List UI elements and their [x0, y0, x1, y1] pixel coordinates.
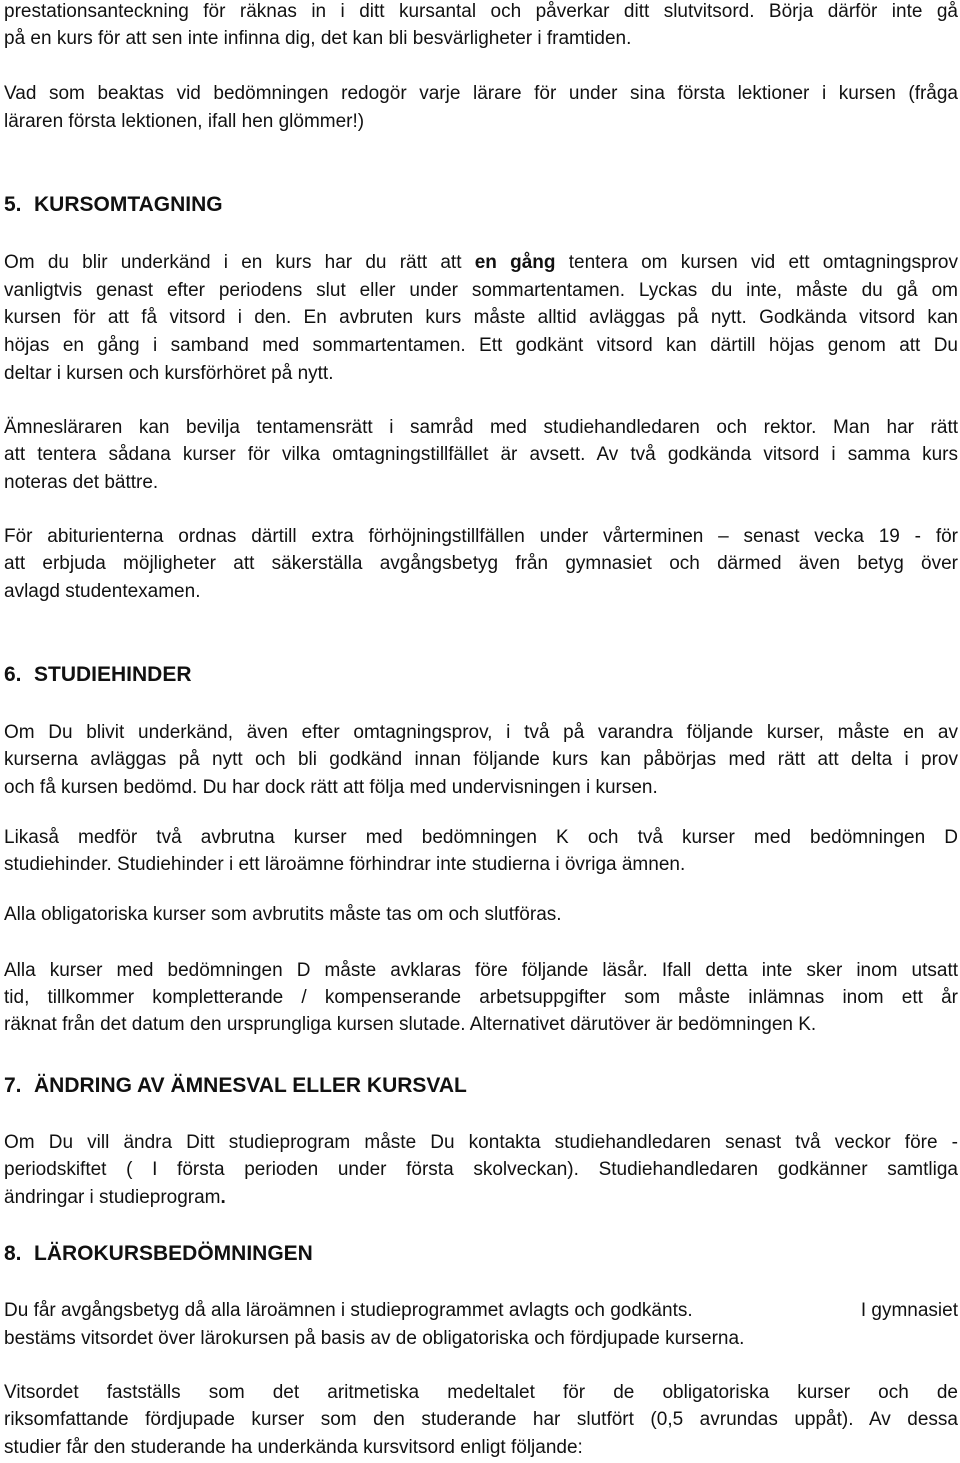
s8-p1-line-1: Du får avgångsbetyg då alla läroämnen i studieprogrammet avlagts och godkänts. I gymnasiet: [4, 1300, 958, 1321]
s5-p2-line-2: att tentera sådana kurser för vilka omtagningstillfället är avsett. Av två godkända vitsord i samma kurs: [4, 444, 958, 465]
s7-p1-line-2: periodskiftet ( I första perioden under första skolveckan). Studiehandledaren godkänner samtliga: [4, 1159, 958, 1180]
s5-p2-line-3: noteras det bättre.: [4, 472, 159, 493]
s8-p2-line-2: riksomfattande fördjupade kurser som den studerande har slutfört (0,5 avrundas uppåt). Av dessa: [4, 1409, 958, 1430]
section-5-title: KURSOMTAGNING: [34, 193, 223, 216]
section-7-title: ÄNDRING AV ÄMNESVAL ELLER KURSVAL: [34, 1074, 467, 1097]
s5-p3-line-1: För abiturienterna ordnas därtill extra förhöjningstillfällen under vårterminen – senast vecka 19 - för: [4, 526, 958, 547]
s6-p2-line-2: studiehinder. Studiehinder i ett läroämne förhindrar inte studierna i övriga ämnen.: [4, 854, 686, 875]
s6-p4-line-1: Alla kurser med bedömningen D måste avklaras före följande läsår. Ifall detta inte sker inom utsatt: [4, 960, 958, 981]
s5-p3-line-3: avlagd studentexamen.: [4, 581, 201, 602]
s5-p1-line-3: kursen för att få vitsord i den. En avbruten kurs måste alltid avläggas på nytt. Godkända vitsord kan: [4, 307, 958, 328]
s6-p4-line-3: räknat från det datum den ursprungliga kursen slutade. Alternativet därutöver är bedömningen K.: [4, 1014, 817, 1035]
s5-p2-line-1: Ämnesläraren kan bevilja tentamensrätt i samråd med studiehandledaren och rektor. Man har rätt: [4, 417, 958, 438]
s8-p2-line-3: studier får den studerande ha underkända kursvitsord enligt följande:: [4, 1437, 583, 1458]
s5-p3-line-2: att erbjuda möjligheter att säkerställa avgångsbetyg från gymnasiet och därmed även betyg över: [4, 553, 958, 574]
intro-line-3: Vad som beaktas vid bedömningen redogör varje lärare för under sina första lektioner i kursen (fråga: [4, 83, 958, 104]
section-5-number: 5.: [4, 193, 22, 216]
s6-p4-line-2: tid, tillkommer kompletterande / kompenserande arbetsuppgifter som måste inlämnas inom ett år: [4, 987, 958, 1008]
s7-p1-line-1: Om Du vill ändra Ditt studieprogram måste Du kontakta studiehandledaren senast två veckor före -: [4, 1132, 958, 1153]
s5-p1-line-4: höjas en gång i samband med sommartentamen. Ett godkänt vitsord kan därtill höjas genom att Du: [4, 335, 958, 356]
section-8-title: LÄROKURSBEDÖMNINGEN: [34, 1242, 313, 1265]
section-7-heading: [4, 1073, 467, 1099]
intro-line-2: på en kurs för att sen inte infinna dig, det kan bli besvärligheter i framtiden.: [4, 28, 632, 49]
s6-p3-line-1: Alla obligatoriska kurser som avbrutits måste tas om och slutföras.: [4, 904, 562, 925]
intro-line-1: prestationsanteckning för räknas in i ditt kursantal och påverkar ditt slutvitsord. Börja därför inte gå: [4, 1, 958, 22]
s5-p1-line-5: deltar i kursen och kursförhöret på nytt.: [4, 363, 334, 384]
s8-p1-line-2: bestäms vitsordet över lärokursen på basis av de obligatoriska och fördjupade kurserna.: [4, 1328, 745, 1349]
s6-p1-line-1: Om Du blivit underkänd, även efter omtagningsprov, i två på varandra följande kurser, måste en av: [4, 722, 958, 743]
intro-line-4: läraren första lektionen, ifall hen glömmer!): [4, 111, 365, 132]
s6-p1-line-3: och få kursen bedömd. Du har dock rätt att följa med undervisningen i kursen.: [4, 777, 658, 798]
section-6-heading: [4, 662, 192, 688]
section-8-number: 8.: [4, 1242, 22, 1265]
emphasis-en-gang: en gång: [474, 252, 556, 273]
s6-p1-line-2: kurserna avläggas på nytt och bli godkänd innan följande kurs kan påbörjas med rätt att delta i prov: [4, 749, 958, 770]
section-6-number: 6.: [4, 663, 22, 686]
s5-p1-line-1: Om du blir underkänd i en kurs har du rätt att en gång tentera om kursen vid ett omtagningsprov: [4, 252, 958, 273]
section-6-title: STUDIEHINDER: [34, 663, 192, 686]
s5-p1-line-2: vanligtvis genast efter periodens slut eller under sommartentamen. Lyckas du inte, måste du gå om: [4, 280, 958, 301]
section-8-heading: [4, 1241, 313, 1267]
s7-p1-line-3: ändringar i studieprogram.: [4, 1187, 226, 1208]
section-5-heading: [4, 192, 223, 218]
s8-p2-line-1: Vitsordet fastställs som det aritmetiska medeltalet för de obligatoriska kurser och de: [4, 1382, 958, 1403]
section-7-number: 7.: [4, 1074, 22, 1097]
s6-p2-line-1: Likaså medför två avbrutna kurser med bedömningen K och två kurser med bedömningen D: [4, 827, 958, 848]
